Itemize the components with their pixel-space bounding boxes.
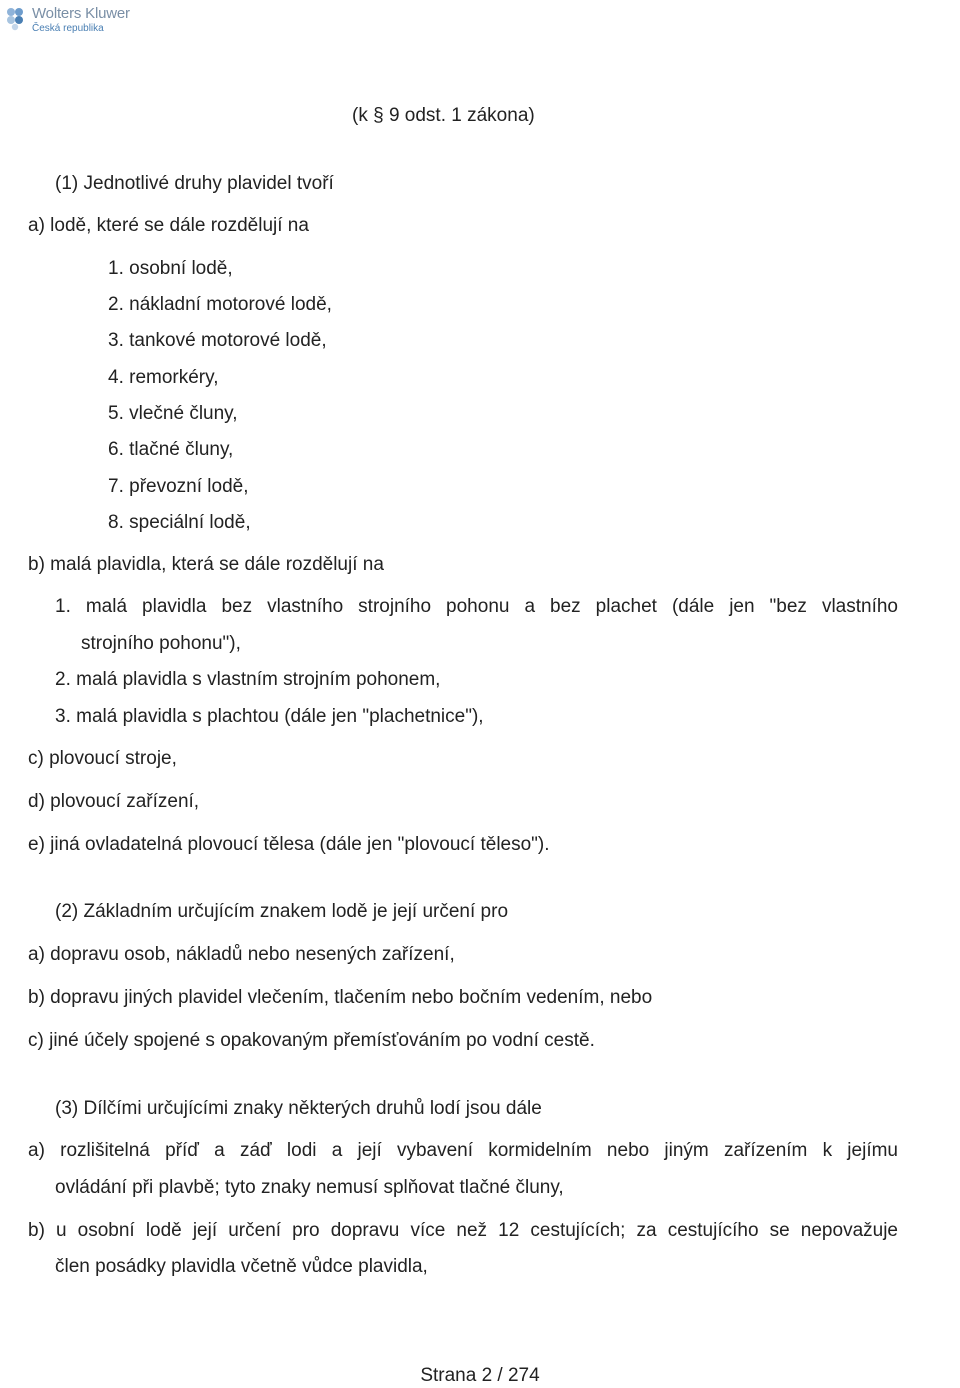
ship-type-item: 6. tlačné čluny, (108, 439, 234, 460)
section-2-item-b: b) dopravu jiných plavidel vlečením, tlačením nebo bočním vedením, nebo (28, 987, 653, 1008)
logo-region: Česká republika (32, 23, 104, 34)
small-craft-item-1-cont: strojního pohonu"), (81, 633, 241, 654)
section-3-item-a-cont: ovládání při plavbě; tyto znaky nemusí splňovat tlačné čluny, (55, 1177, 564, 1198)
section-3-intro: (3) Dílčími určujícími znaky některých druhů lodí jsou dále (55, 1098, 542, 1119)
section-1-item-b: b) malá plavidla, která se dále rozdělují na (28, 554, 384, 575)
small-craft-item-2: 2. malá plavidla s vlastním strojním pohonem, (55, 669, 441, 690)
law-reference: (k § 9 odst. 1 zákona) (352, 105, 535, 126)
section-2-intro: (2) Základním určujícím znakem lodě je její určení pro (55, 901, 509, 922)
logo-name: Wolters Kluwer (32, 5, 130, 22)
wolters-kluwer-logo (4, 3, 154, 37)
section-1-item-e: e) jiná ovladatelná plovoucí tělesa (dále jen "plovoucí těleso"). (28, 834, 550, 855)
section-1-item-d: d) plovoucí zařízení, (28, 791, 200, 812)
ship-type-item: 2. nákladní motorové lodě, (108, 294, 332, 315)
section-2-item-a: a) dopravu osob, nákladů nebo nesených zařízení, (28, 944, 455, 965)
page-number: Strana 2 / 274 (420, 1365, 540, 1386)
section-1-intro: (1) Jednotlivé druhy plavidel tvoří (55, 173, 334, 194)
section-3-item-a: a) rozlišitelná příď a záď lodi a její vybavení kormidelním nebo jiným zařízením k jejímu (28, 1140, 898, 1161)
ship-type-item: 1. osobní lodě, (108, 258, 233, 279)
ship-type-item: 8. speciální lodě, (108, 512, 251, 533)
section-2-item-c: c) jiné účely spojené s opakovaným přemísťováním po vodní cestě. (28, 1030, 595, 1051)
section-1-item-c: c) plovoucí stroje, (28, 748, 177, 769)
ship-type-item: 5. vlečné čluny, (108, 403, 238, 424)
section-1-item-a: a) lodě, které se dále rozdělují na (28, 215, 309, 236)
section-3-item-b-cont: člen posádky plavidla včetně vůdce plavidla, (55, 1256, 428, 1277)
logo-mark-icon (4, 5, 26, 31)
small-craft-item-3: 3. malá plavidla s plachtou (dále jen "plachetnice"), (55, 706, 484, 727)
section-3-item-b: b) u osobní lodě její určení pro dopravu více než 12 cestujících; za cestujícího se nepovažuje (28, 1220, 898, 1241)
small-craft-item-1: 1. malá plavidla bez vlastního strojního pohonu a bez plachet (dále jen "bez vlastního (55, 596, 898, 617)
ship-type-item: 4. remorkéry, (108, 367, 219, 388)
ship-type-item: 3. tankové motorové lodě, (108, 330, 327, 351)
ship-type-item: 7. převozní lodě, (108, 476, 249, 497)
